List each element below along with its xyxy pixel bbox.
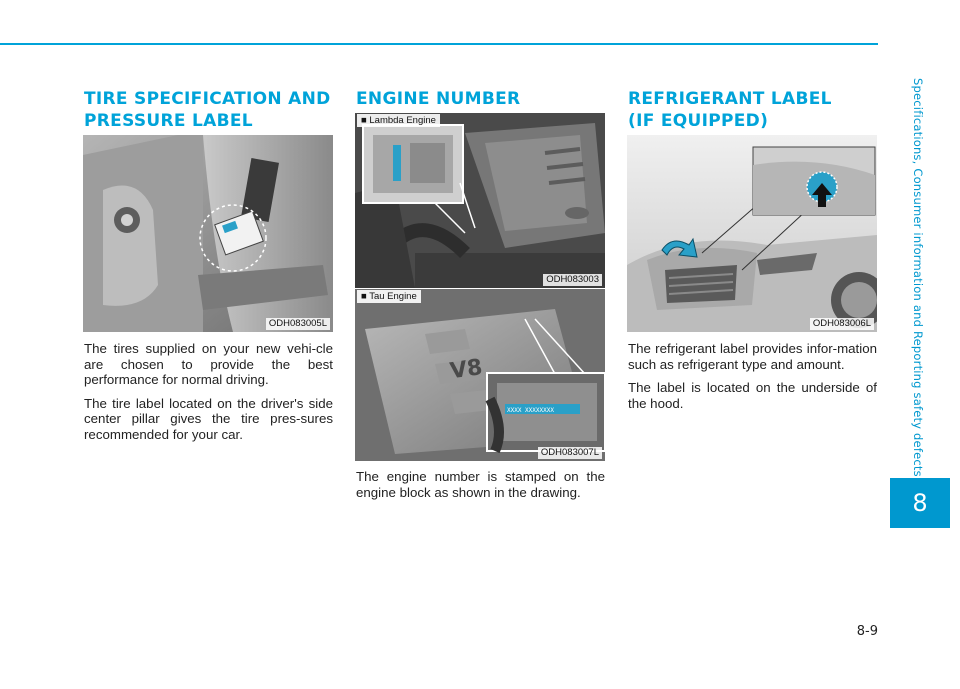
- refrigerant-body: [628, 341, 877, 419]
- lambda-image-code: ODH083003: [543, 274, 602, 286]
- tire-label-photo: [83, 135, 333, 332]
- refrigerant-heading: [628, 88, 832, 132]
- lambda-engine-tag: ■ Lambda Engine: [357, 114, 440, 127]
- tau-image-code: ODH083007L: [538, 447, 602, 459]
- engine-body: [356, 469, 605, 508]
- top-rule: [0, 43, 878, 45]
- chapter-number: 8: [912, 489, 928, 517]
- refrigerant-paragraph-1: The refrigerant label provides infor-mation such as refrigerant type and amount.: [628, 341, 877, 372]
- car-hood-illustration: [627, 135, 877, 332]
- lambda-engine-illustration: [355, 113, 605, 288]
- page-number: 8-9: [856, 624, 878, 639]
- refrigerant-heading-line1: REFRIGERANT LABEL: [628, 89, 832, 109]
- tire-heading-line2: PRESSURE LABEL: [84, 111, 253, 131]
- tire-body: [84, 341, 333, 450]
- tire-paragraph-2: The tire label located on the driver's side center pillar gives the tire pres-sures recommended for your car.: [84, 395, 333, 442]
- refrigerant-heading-line2: (IF EQUIPPED): [628, 111, 769, 131]
- engine-heading-line1: ENGINE NUMBER: [356, 89, 521, 109]
- engine-heading: [356, 88, 520, 110]
- refrigerant-paragraph-2: The label is located on the underside of the hood.: [628, 380, 877, 411]
- engine-stamp-text: XXXX XXXXXXXX: [507, 407, 554, 414]
- engine-paragraph: The engine number is stamped on the engine block as shown in the drawing.: [356, 469, 605, 500]
- refrigerant-image-code: ODH083006L: [810, 318, 874, 330]
- lambda-engine-photo: [355, 113, 605, 288]
- v8-badge: V8: [448, 355, 484, 385]
- tau-engine-illustration: [355, 289, 605, 461]
- door-pillar-illustration: [83, 135, 333, 332]
- section-title-vertical: Specifications, Consumer information and Reporting safety defects: [911, 78, 925, 477]
- chapter-tab[interactable]: [890, 478, 950, 528]
- tau-engine-photo: [355, 289, 605, 461]
- tau-engine-tag: ■ Tau Engine: [357, 290, 421, 303]
- tire-image-code: ODH083005L: [266, 318, 330, 330]
- tire-paragraph-1: The tires supplied on your new vehi-cle are chosen to provide the best performance for normal driving.: [84, 341, 333, 387]
- tire-heading: [84, 88, 331, 132]
- tire-heading-line1: TIRE SPECIFICATION AND: [84, 89, 331, 109]
- refrigerant-label-photo: [627, 135, 877, 332]
